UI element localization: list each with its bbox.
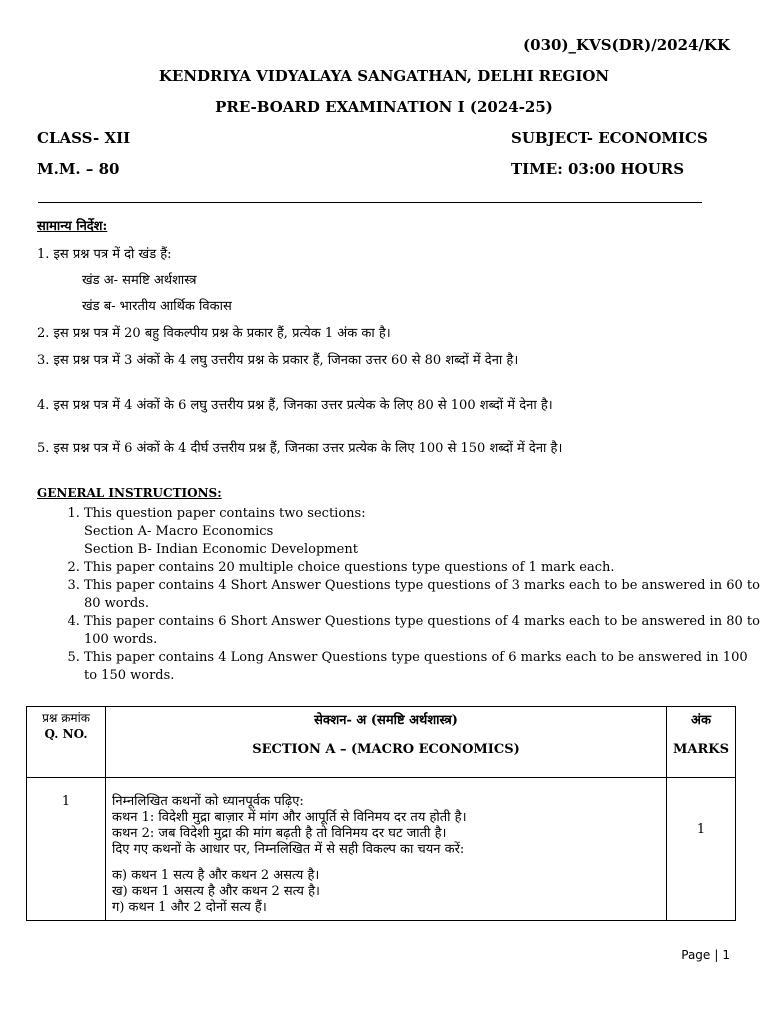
organization-title: KENDRIYA VIDYALAYA SANGATHAN, DELHI REGION [158, 67, 610, 85]
page-number: 1 [722, 948, 730, 962]
hindi-instruction-3: 3. इस प्रश्न पत्र में 3 अंकों के 4 लघु उत्तरीय प्रश्न के प्रकार हैं, जिनका उत्तर 60 से 80 शब्दों में देना है। [37, 353, 519, 368]
question-number: 1 [27, 778, 106, 921]
option-c: ग) कथन 1 और 2 दोनों सत्य हैं। [112, 900, 267, 915]
marks-header: अंक MARKS [667, 707, 736, 778]
table-header-row [27, 707, 736, 778]
qno-header: प्रश्न क्रमांक Q. NO. [27, 707, 106, 778]
hindi-instruction-1: 1. इस प्रश्न पत्र में दो खंड हैं: [37, 247, 172, 262]
instruction-item: 3. This paper contains 4 Short Answer Questions type questions of 3 marks each to be answered in 60 to 80 words. [84, 577, 764, 613]
hindi-instructions-heading: सामान्य निर्देश: [37, 219, 108, 234]
table-row [27, 778, 736, 921]
option-b: ख) कथन 1 असत्य है और कथन 2 सत्य है। [112, 884, 320, 899]
option-a: क) कथन 1 सत्य है और कथन 2 असत्य है। [112, 868, 320, 883]
hindi-instruction-5: 5. इस प्रश्न पत्र में 6 अंकों के 4 दीर्घ उत्तरीय प्रश्न हैं, जिनका उत्तर प्रत्येक के लिए 100 से 150 शब्दों में देना है। [37, 441, 563, 456]
general-instructions-heading: GENERAL INSTRUCTIONS: [37, 486, 222, 500]
question-table [26, 706, 736, 921]
subject-label: SUBJECT- ECONOMICS [511, 129, 708, 147]
general-instructions-list [44, 505, 764, 685]
time-label: TIME: 03:00 HOURS [511, 160, 685, 178]
instruction-item: 4. This paper contains 6 Short Answer Questions type questions of 4 marks each to be answered in 80 to 100 words. [84, 613, 764, 649]
max-marks-label: M.M. – 80 [37, 160, 120, 178]
question-marks: 1 [667, 778, 736, 921]
instruction-item: 2. This paper contains 20 multiple choice questions type questions of 1 mark each. [84, 559, 764, 577]
exam-title: PRE-BOARD EXAMINATION I (2024-25) [215, 98, 553, 116]
instruction-item: 1. This question paper contains two sections: Section A- Macro Economics Section B- Indian Economic Development [84, 505, 764, 559]
question-text: निम्नलिखित कथनों को ध्यानपूर्वक पढ़िए: कथन 1: विदेशी मुद्रा बाज़ार में मांग और आपूर्ति से विनिमय दर तय होती है। कथन 2: जब विदेशी मुद्रा की मांग बढ़ती है तो विनिमय दर घट जाती है। दिए गए कथनों के आधार पर, निम्नलिखित में से सही विकल्प का चयन करें: क) कथन 1 सत्य है और कथन 2 असत्य है। ख) कथन 1 असत्य है और कथन 2 सत्य है। ग) कथन 1 और 2 दोनों सत्य हैं। [106, 778, 667, 921]
page-footer: Page | 1 [681, 948, 730, 962]
section-header: सेक्शन- अ (समष्टि अर्थशास्त्र) SECTION A – (MACRO ECONOMICS) [106, 707, 667, 778]
hindi-instruction-1b: खंड ब- भारतीय आर्थिक विकास [82, 299, 232, 314]
instruction-item: 5. This paper contains 4 Long Answer Questions type questions of 6 marks each to be answered in 100 to 150 words. [84, 649, 764, 685]
hindi-instruction-1a: खंड अ- समष्टि अर्थशास्त्र [82, 273, 197, 288]
class-label: CLASS- XII [37, 129, 131, 147]
hindi-instruction-4: 4. इस प्रश्न पत्र में 4 अंकों के 6 लघु उत्तरीय प्रश्न हैं, जिनका उत्तर प्रत्येक के लिए 80 से 100 शब्दों में देना है। [37, 398, 553, 413]
page-label: Page [681, 948, 711, 962]
header-divider [38, 202, 702, 203]
paper-code: (030)_KVS(DR)/2024/KK [523, 36, 730, 54]
hindi-instruction-2: 2. इस प्रश्न पत्र में 20 बहु विकल्पीय प्रश्न के प्रकार हैं, प्रत्येक 1 अंक का है। [37, 326, 391, 341]
